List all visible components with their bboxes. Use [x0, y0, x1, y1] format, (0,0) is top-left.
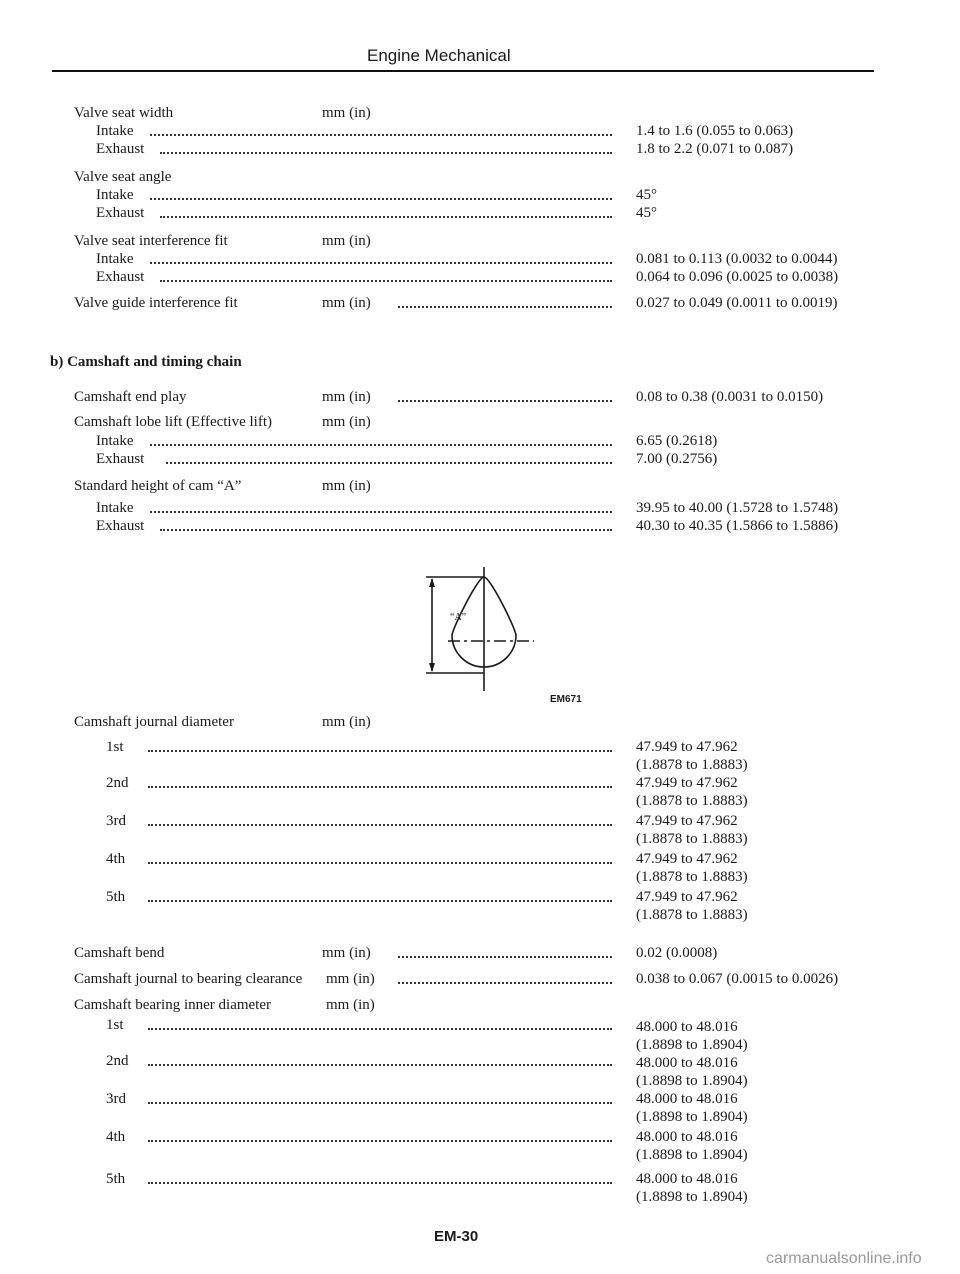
cam-height-exhaust-label: Exhaust [96, 518, 145, 534]
journal-row-value-mm: 47.949 to 47.962 [636, 739, 738, 755]
journal-clearance-label: Camshaft journal to bearing clearance [74, 971, 303, 987]
valve-seat-interference-intake-label: Intake [96, 251, 134, 267]
valve-seat-interference-exhaust-label: Exhaust [96, 269, 145, 285]
valve-seat-angle-intake-value: 45° [636, 187, 657, 203]
cam-height-unit: mm (in) [322, 478, 371, 494]
lobe-lift-exhaust-label: Exhaust [96, 451, 145, 467]
leader-dots [150, 501, 612, 513]
leader-dots [148, 852, 612, 864]
leader-dots [160, 206, 612, 218]
bearing-row-value-in: (1.8898 to 1.8904) [636, 1037, 748, 1053]
cam-height-intake-label: Intake [96, 500, 134, 516]
valve-seat-width-label: Valve seat width [74, 105, 174, 121]
leader-dots [160, 270, 612, 282]
journal-row-value-mm: 47.949 to 47.962 [636, 775, 738, 791]
valve-seat-angle-exhaust-label: Exhaust [96, 205, 145, 221]
bearing-row-label: 4th [106, 1129, 126, 1145]
journal-row-value-in: (1.8878 to 1.8883) [636, 869, 748, 885]
bearing-row-value-in: (1.8898 to 1.8904) [636, 1189, 748, 1205]
valve-seat-interference-exhaust-value: 0.064 to 0.096 (0.0025 to 0.0038) [636, 269, 839, 285]
bearing-diameter-unit: mm (in) [326, 997, 375, 1013]
valve-seat-angle-exhaust-value: 45° [636, 205, 657, 221]
valve-seat-angle-label: Valve seat angle [74, 169, 172, 185]
journal-row-value-mm: 47.949 to 47.962 [636, 889, 738, 905]
page-title: Engine Mechanical [367, 46, 511, 65]
valve-seat-width-unit: mm (in) [322, 105, 371, 121]
bearing-diameter-label: Camshaft bearing inner diameter [74, 997, 272, 1013]
bearing-row-value-mm: 48.000 to 48.016 [636, 1055, 738, 1071]
journal-row-value-in: (1.8878 to 1.8883) [636, 907, 748, 923]
valve-seat-width-intake-label: Intake [96, 123, 134, 139]
journal-clearance-value: 0.038 to 0.067 (0.0015 to 0.0026) [636, 971, 839, 987]
bearing-row-value-in: (1.8898 to 1.8904) [636, 1147, 748, 1163]
leader-dots [148, 740, 612, 752]
valve-seat-interference-intake-value: 0.081 to 0.113 (0.0032 to 0.0044) [636, 251, 838, 267]
leader-dots [398, 972, 612, 984]
bearing-row-value-mm: 48.000 to 48.016 [636, 1129, 738, 1145]
leader-dots [148, 1172, 612, 1184]
leader-dots [148, 1092, 612, 1104]
valve-seat-width-exhaust-value: 1.8 to 2.2 (0.071 to 0.087) [636, 141, 794, 157]
valve-seat-interference-label: Valve seat interference fit [74, 233, 228, 249]
camshaft-end-play-unit: mm (in) [322, 389, 371, 405]
lobe-lift-intake-value: 6.65 (0.2618) [636, 433, 718, 449]
cam-height-label: Standard height of cam “A” [74, 478, 242, 494]
journal-row-value-in: (1.8878 to 1.8883) [636, 793, 748, 809]
valve-seat-angle-intake-label: Intake [96, 187, 134, 203]
leader-dots [148, 890, 612, 902]
camshaft-bend-unit: mm (in) [322, 945, 371, 961]
leader-dots [148, 776, 612, 788]
camshaft-bend-label: Camshaft bend [74, 945, 165, 961]
leader-dots [150, 252, 612, 264]
bearing-row-label: 3rd [106, 1091, 126, 1107]
journal-diameter-label: Camshaft journal diameter [74, 714, 234, 730]
cam-dimension-label: “A” [450, 612, 467, 623]
leader-dots [148, 1018, 612, 1030]
leader-dots [150, 188, 612, 200]
lobe-lift-exhaust-value: 7.00 (0.2756) [636, 451, 718, 467]
journal-row-label: 5th [106, 889, 126, 905]
leader-dots [160, 142, 612, 154]
valve-seat-width-exhaust-label: Exhaust [96, 141, 145, 157]
journal-row-label: 3rd [106, 813, 126, 829]
leader-dots [398, 296, 612, 308]
leader-dots [398, 946, 612, 958]
journal-row-value-mm: 47.949 to 47.962 [636, 851, 738, 867]
bearing-row-label: 2nd [106, 1053, 129, 1069]
section-b-title: b) Camshaft and timing chain [50, 354, 242, 370]
header-rule [52, 70, 874, 72]
camshaft-end-play-value: 0.08 to 0.38 (0.0031 to 0.0150) [636, 389, 824, 405]
lobe-lift-label: Camshaft lobe lift (Effective lift) [74, 414, 272, 430]
bearing-row-value-mm: 48.000 to 48.016 [636, 1091, 738, 1107]
journal-row-label: 4th [106, 851, 126, 867]
bearing-row-value-in: (1.8898 to 1.8904) [636, 1109, 748, 1125]
watermark: carmanualsonline.info [766, 1250, 922, 1267]
journal-clearance-unit: mm (in) [326, 971, 375, 987]
page-number: EM-30 [434, 1228, 479, 1245]
valve-guide-interference-unit: mm (in) [322, 295, 371, 311]
camshaft-end-play-label: Camshaft end play [74, 389, 187, 405]
leader-dots [150, 124, 612, 136]
journal-row-label: 2nd [106, 775, 129, 791]
bearing-row-label: 1st [106, 1017, 124, 1033]
leader-dots [148, 1130, 612, 1142]
valve-seat-interference-unit: mm (in) [322, 233, 371, 249]
journal-row-value-in: (1.8878 to 1.8883) [636, 757, 748, 773]
cam-lobe-diagram [410, 565, 550, 695]
leader-dots [166, 452, 612, 464]
figure-code: EM671 [550, 694, 582, 705]
leader-dots [160, 519, 612, 531]
valve-seat-width-intake-value: 1.4 to 1.6 (0.055 to 0.063) [636, 123, 794, 139]
cam-height-exhaust-value: 40.30 to 40.35 (1.5866 to 1.5886) [636, 518, 839, 534]
bearing-row-value-mm: 48.000 to 48.016 [636, 1171, 738, 1187]
journal-row-value-in: (1.8878 to 1.8883) [636, 831, 748, 847]
bearing-row-label: 5th [106, 1171, 126, 1187]
journal-row-value-mm: 47.949 to 47.962 [636, 813, 738, 829]
journal-row-label: 1st [106, 739, 124, 755]
bearing-row-value-mm: 48.000 to 48.016 [636, 1019, 738, 1035]
leader-dots [398, 390, 612, 402]
leader-dots [148, 814, 612, 826]
valve-guide-interference-value: 0.027 to 0.049 (0.0011 to 0.0019) [636, 295, 838, 311]
bearing-row-value-in: (1.8898 to 1.8904) [636, 1073, 748, 1089]
valve-guide-interference-label: Valve guide interference fit [74, 295, 238, 311]
lobe-lift-intake-label: Intake [96, 433, 134, 449]
leader-dots [148, 1054, 612, 1066]
journal-diameter-unit: mm (in) [322, 714, 371, 730]
leader-dots [150, 434, 612, 446]
camshaft-bend-value: 0.02 (0.0008) [636, 945, 718, 961]
cam-height-intake-value: 39.95 to 40.00 (1.5728 to 1.5748) [636, 500, 839, 516]
lobe-lift-unit: mm (in) [322, 414, 371, 430]
